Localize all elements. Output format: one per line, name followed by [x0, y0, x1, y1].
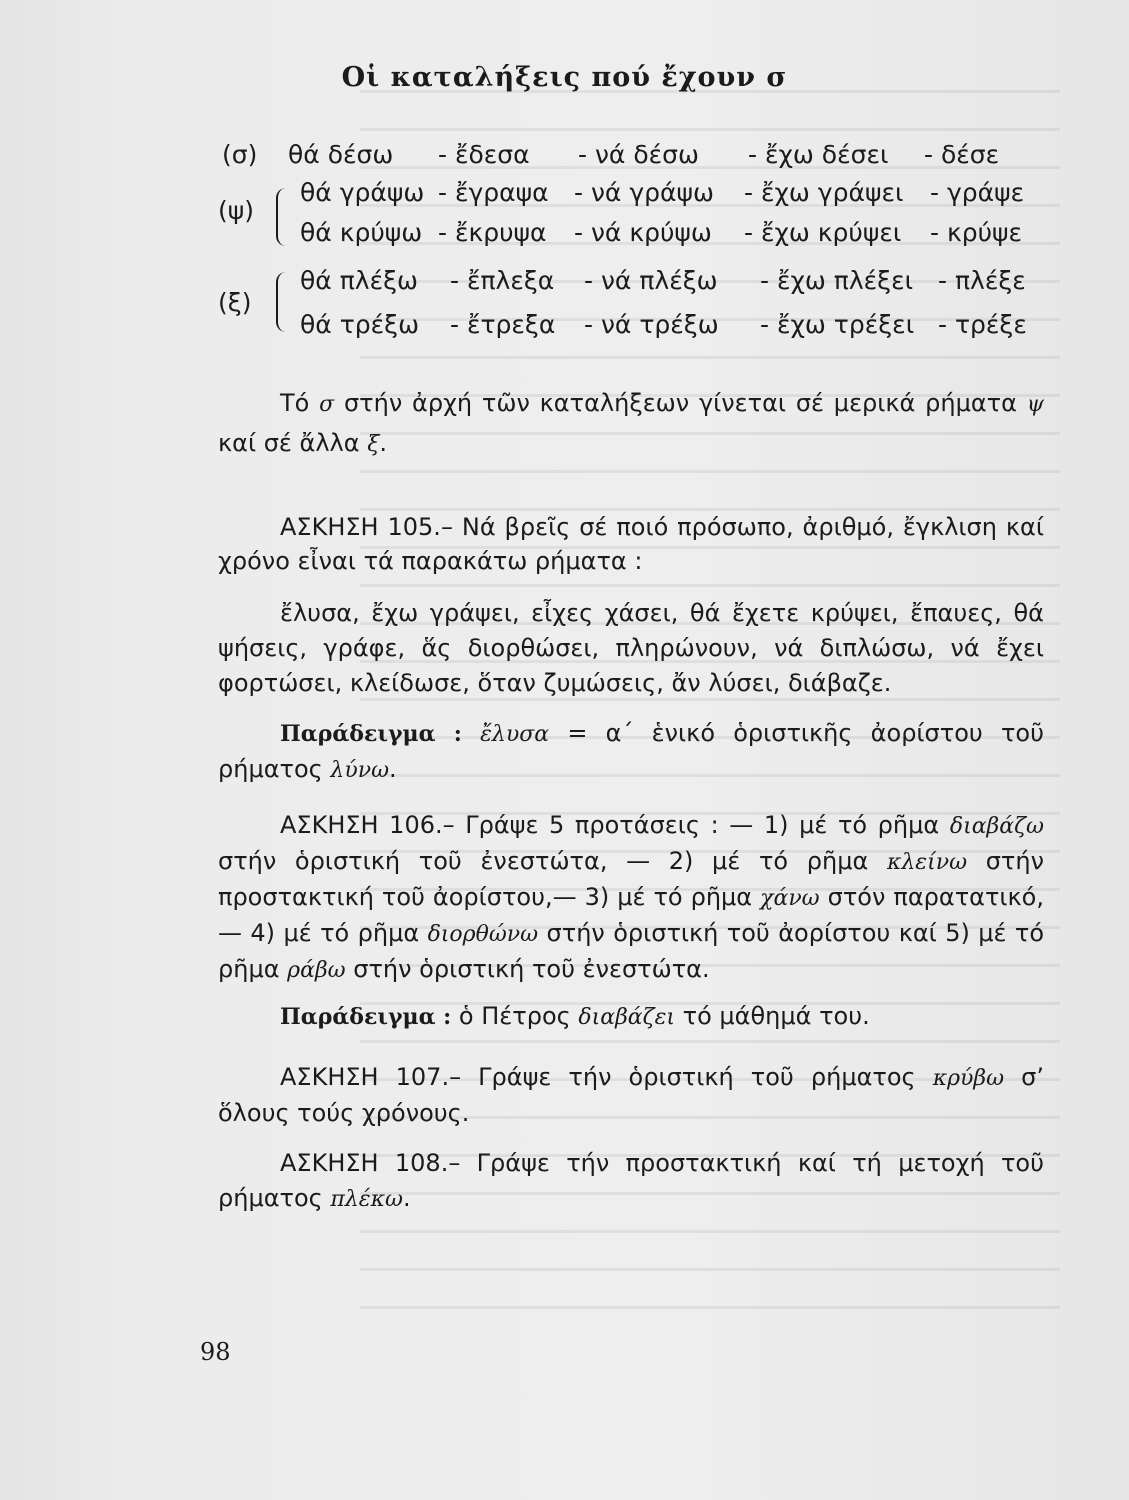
conj-future: θά πλέξω [300, 266, 418, 295]
conj-future: θά κρύψω [300, 218, 423, 247]
conj-imperative: - γράψε [930, 178, 1025, 207]
exercise-105-example: Παράδειγμα : ἔλυσα = α΄ ἑνικό ὁριστικῆς ἀορίστου τοῦ ρήματος λύνω. [218, 719, 1045, 783]
conj-subjunctive: - νά πλέξω [584, 266, 718, 295]
example-label: Παράδειγμα : [280, 1004, 452, 1030]
conj-future: θά γράψω [300, 178, 425, 207]
note-paragraph: Τό σ στήν ἀρχή τῶν καταλήξεων γίνεται σέ μερικά ρήματα ψ καί σέ ἄλλα ξ. [218, 389, 1045, 457]
group-label-xi: (ξ) [218, 288, 252, 317]
conjugation-row-psi-1 [300, 178, 1129, 207]
exercise-106-example: Παράδειγμα : ὁ Πέτρος διαβάζει τό μάθημά του. [280, 1002, 870, 1030]
section-heading: Οἱ καταλήξεις πού ἔχουν σ [341, 62, 788, 93]
conj-perfect: - ἔχω κρύψει [744, 218, 902, 247]
conj-perfect: - ἔχω πλέξει [760, 266, 914, 295]
brace-xi [276, 272, 290, 332]
conjugation-row-xi-1 [300, 266, 1129, 295]
example-label: Παράδειγμα : [280, 721, 462, 747]
exercise-105: ΑΣΚΗΣΗ 105.– Νά βρεῖς σέ ποιό πρόσωπο, ἀριθμό, ἔγκλιση καί χρόνο εἶναι τά παρακάτω ρήματα : [218, 513, 1044, 575]
brace-psi [276, 188, 290, 246]
conj-aorist: - ἔπλεξα [450, 266, 555, 295]
conjugation-row-xi-2 [300, 310, 1129, 339]
conj-imperative: - κρύψε [930, 218, 1023, 247]
conj-subjunctive: - νά γράψω [574, 178, 714, 207]
conj-aorist: - ἔδεσα [438, 140, 530, 169]
conj-subjunctive: - νά δέσω [578, 140, 699, 169]
exercise-107: ΑΣΚΗΣΗ 107.– Γράψε τήν ὁριστική τοῦ ρήματος κρύβω σ’ ὅλους τούς χρόνους. [218, 1063, 1044, 1127]
conj-future: θά δέσω [288, 140, 394, 169]
conj-perfect: - ἔχω δέσει [748, 140, 889, 169]
conj-aorist: - ἔκρυψα [438, 218, 547, 247]
conj-aorist: - ἔγραψα [438, 178, 549, 207]
conj-subjunctive: - νά κρύψω [574, 218, 712, 247]
conj-imperative: - τρέξε [938, 310, 1027, 339]
exercise-106: ΑΣΚΗΣΗ 106.– Γράψε 5 προτάσεις : — 1) μέ τό ρῆμα διαβάζω στήν ὁριστική τοῦ ἐνεστώτα, — 2) μέ τό ρῆμα κλείνω στήν προστακτική τοῦ ἀορίστου,— 3) μέ τό ρῆμα χάνω στόν παρατατικό, — 4) μέ τό ρῆμα διορθώνω στήν ὁριστική τοῦ ἀορίστου καί 5) μέ τό ρῆμα ράβω στήν ὁριστική τοῦ ἐνεστώτα. [218, 811, 1045, 983]
page-number: 98 [200, 1338, 231, 1366]
conj-aorist: - ἔτρεξα [450, 310, 556, 339]
exercise-108: ΑΣΚΗΣΗ 108.– Γράψε τήν προστακτική καί τή μετοχή τοῦ ρήματος πλέκω. [218, 1149, 1044, 1212]
conj-perfect: - ἔχω γράψει [744, 178, 904, 207]
conj-future: θά τρέξω [300, 310, 420, 339]
exercise-105-verbs: ἔλυσα, ἔχω γράψει, εἶχες χάσει, θά ἔχετε κρύψει, ἔπαυες, θά ψήσεις, γράφε, ἅς διορθώσει, πληρώνουν, νά διπλώσω, νά ἔχει φορτώσει, κλείδωσε, ὅταν ζυμώσεις, ἄν λύσει, διάβαζε. [218, 599, 1044, 697]
conj-imperative: - πλέξε [938, 266, 1026, 295]
row-label-sigma: (σ) [222, 140, 258, 169]
conj-subjunctive: - νά τρέξω [584, 310, 719, 339]
group-label-psi: (ψ) [218, 196, 254, 225]
conj-imperative: - δέσε [924, 140, 1000, 169]
conjugation-row-psi-2 [300, 218, 1129, 247]
conj-perfect: - ἔχω τρέξει [760, 310, 915, 339]
conjugation-row-sigma [222, 140, 1052, 169]
